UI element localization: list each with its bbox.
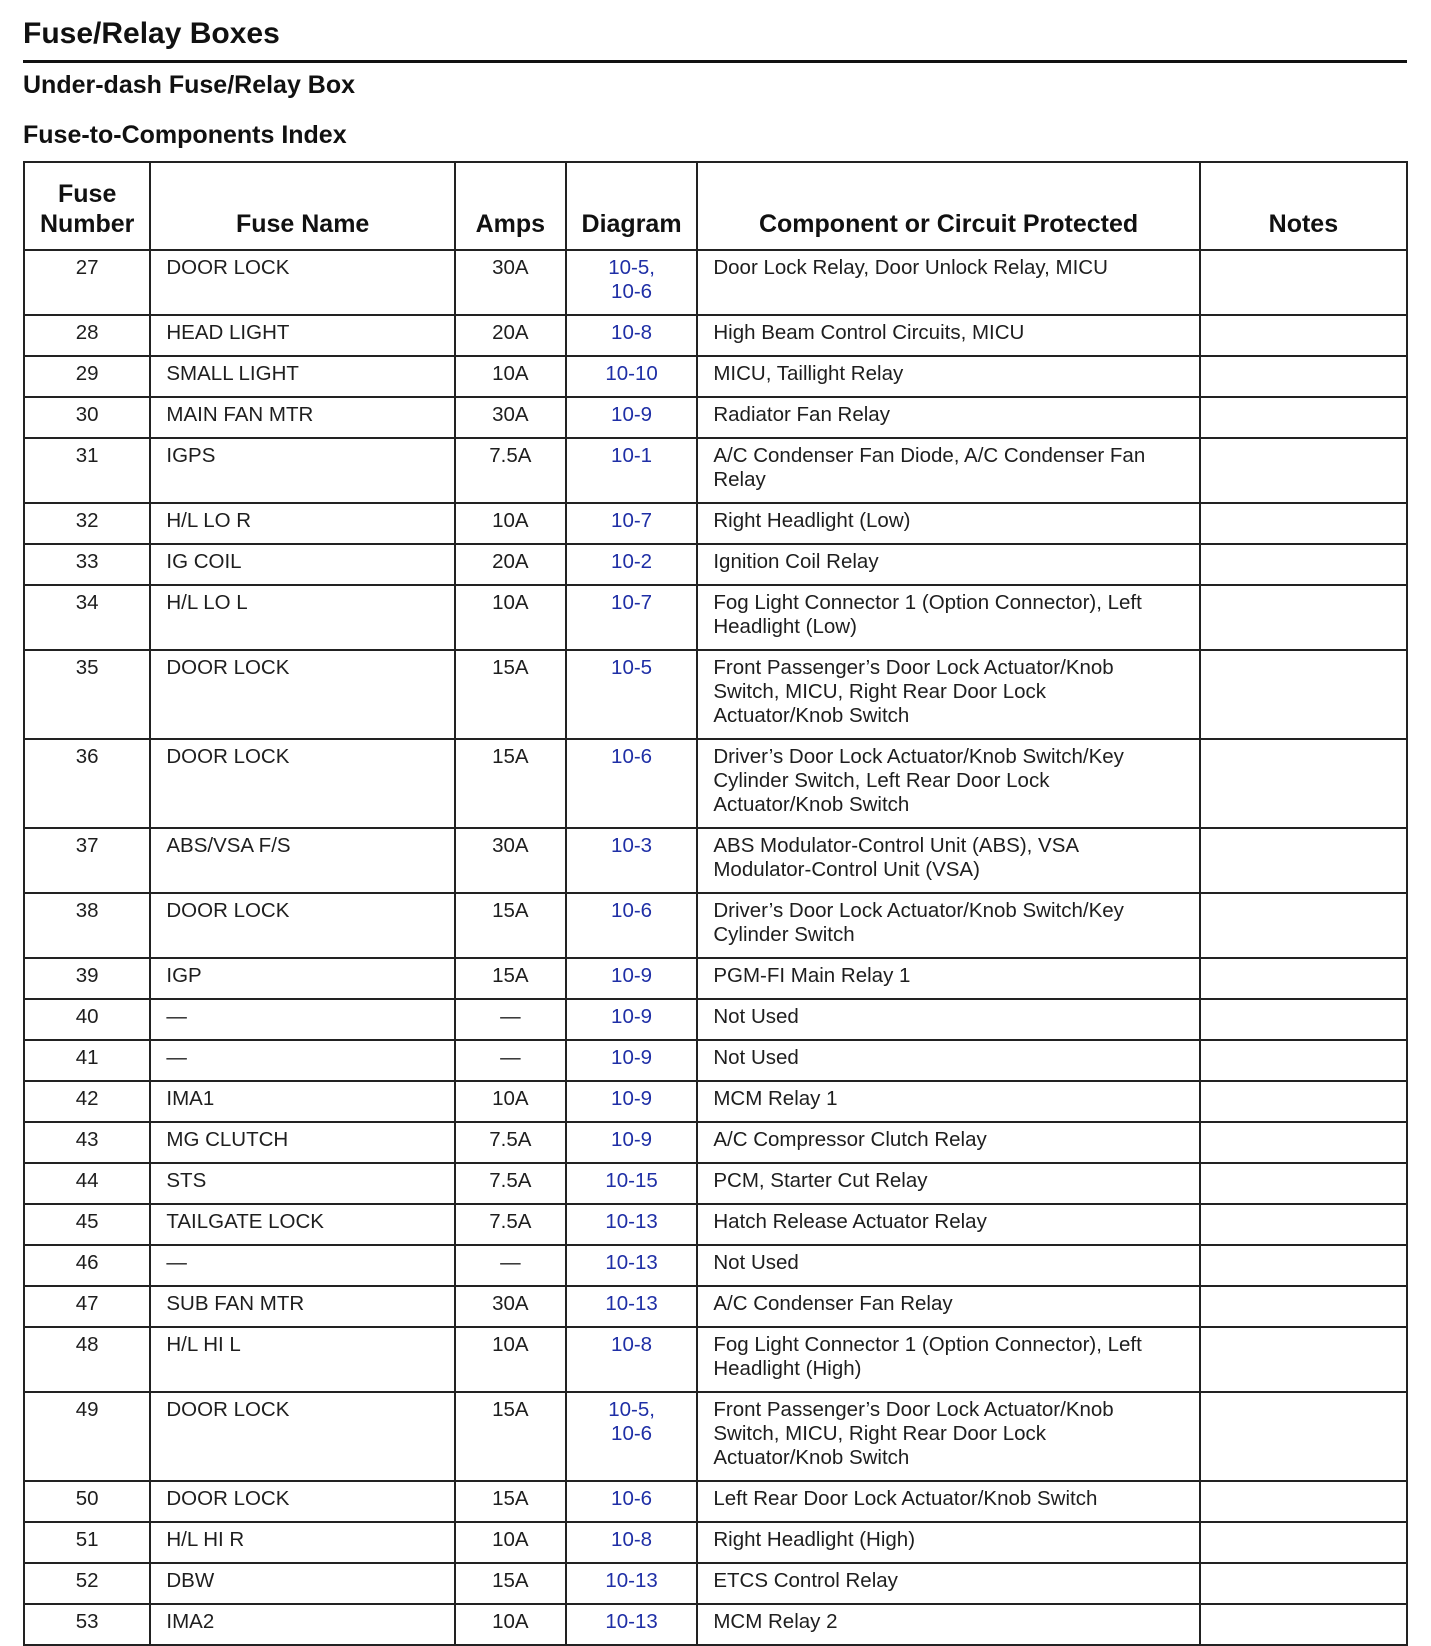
- fuse-name-cell: —: [150, 1245, 455, 1286]
- table-row: [24, 1204, 1407, 1245]
- amps-cell: 30A: [455, 828, 566, 893]
- diagram-link[interactable]: 10-6: [611, 280, 653, 303]
- notes-cell: [1200, 1245, 1407, 1286]
- table-row: [24, 739, 1407, 828]
- component-cell: High Beam Control Circuits, MICU: [697, 315, 1199, 356]
- table-row: [24, 503, 1407, 544]
- fuse-number-cell: 38: [24, 893, 150, 958]
- fuse-name-cell: MAIN FAN MTR: [150, 397, 455, 438]
- diagram-cell: [566, 438, 698, 503]
- amps-cell: —: [455, 1245, 566, 1286]
- fuse-name-cell: STS: [150, 1163, 455, 1204]
- diagram-cell: [566, 1286, 698, 1327]
- diagram-link[interactable]: 10-5,: [608, 1398, 655, 1421]
- table-row: [24, 438, 1407, 503]
- table-row: [24, 1481, 1407, 1522]
- header-fuse-name: Fuse Name: [150, 162, 455, 250]
- diagram-cell: [566, 1122, 698, 1163]
- amps-cell: 20A: [455, 544, 566, 585]
- fuse-name-cell: IGP: [150, 958, 455, 999]
- diagram-cell: [566, 1081, 698, 1122]
- notes-cell: [1200, 1163, 1407, 1204]
- fuse-number-cell: 52: [24, 1563, 150, 1604]
- diagram-link[interactable]: 10-13: [605, 1569, 658, 1592]
- component-cell: MCM Relay 2: [697, 1604, 1199, 1645]
- fuse-name-cell: SMALL LIGHT: [150, 356, 455, 397]
- diagram-link[interactable]: 10-8: [611, 1333, 653, 1356]
- fuse-name-cell: IMA1: [150, 1081, 455, 1122]
- amps-cell: 15A: [455, 650, 566, 739]
- amps-cell: 7.5A: [455, 1204, 566, 1245]
- fuse-name-cell: DBW: [150, 1563, 455, 1604]
- diagram-link[interactable]: 10-7: [611, 509, 653, 532]
- notes-cell: [1200, 544, 1407, 585]
- table-row: [24, 1245, 1407, 1286]
- amps-cell: 15A: [455, 1481, 566, 1522]
- table-row: [24, 1522, 1407, 1563]
- fuse-name-cell: DOOR LOCK: [150, 650, 455, 739]
- diagram-cell: [566, 739, 698, 828]
- diagram-link[interactable]: 10-6: [611, 899, 653, 922]
- diagram-cell: [566, 503, 698, 544]
- notes-cell: [1200, 650, 1407, 739]
- diagram-cell: [566, 958, 698, 999]
- fuse-number-cell: 47: [24, 1286, 150, 1327]
- fuse-name-cell: IGPS: [150, 438, 455, 503]
- notes-cell: [1200, 1204, 1407, 1245]
- fuse-number-cell: 32: [24, 503, 150, 544]
- amps-cell: 30A: [455, 250, 566, 315]
- diagram-cell: [566, 1481, 698, 1522]
- table-row: [24, 250, 1407, 315]
- diagram-link[interactable]: 10-6: [611, 745, 653, 768]
- diagram-link[interactable]: 10-13: [605, 1292, 658, 1315]
- fuse-number-cell: 41: [24, 1040, 150, 1081]
- component-cell: Right Headlight (Low): [697, 503, 1199, 544]
- component-cell: Fog Light Connector 1 (Option Connector), Left Headlight (Low): [697, 585, 1199, 650]
- fuse-number-cell: 48: [24, 1327, 150, 1392]
- table-row: [24, 356, 1407, 397]
- fuse-name-cell: —: [150, 999, 455, 1040]
- fuse-name-cell: DOOR LOCK: [150, 739, 455, 828]
- fuse-number-cell: 45: [24, 1204, 150, 1245]
- diagram-cell: [566, 1163, 698, 1204]
- notes-cell: [1200, 1604, 1407, 1645]
- fuse-name-cell: IG COIL: [150, 544, 455, 585]
- fuse-name-cell: DOOR LOCK: [150, 250, 455, 315]
- fuse-name-cell: H/L LO L: [150, 585, 455, 650]
- component-cell: Front Passenger’s Door Lock Actuator/Knob Switch, MICU, Right Rear Door Lock Actuator/Knob Switch: [697, 1392, 1199, 1481]
- fuse-number-cell: 37: [24, 828, 150, 893]
- notes-cell: [1200, 893, 1407, 958]
- fuse-name-cell: H/L HI L: [150, 1327, 455, 1392]
- diagram-link[interactable]: 10-7: [611, 591, 653, 614]
- fuse-name-cell: TAILGATE LOCK: [150, 1204, 455, 1245]
- fuse-name-cell: MG CLUTCH: [150, 1122, 455, 1163]
- table-row: [24, 999, 1407, 1040]
- amps-cell: 20A: [455, 315, 566, 356]
- amps-cell: 30A: [455, 1286, 566, 1327]
- component-cell: A/C Condenser Fan Relay: [697, 1286, 1199, 1327]
- amps-cell: 15A: [455, 893, 566, 958]
- fuse-name-cell: SUB FAN MTR: [150, 1286, 455, 1327]
- fuse-index-table: [23, 161, 1408, 1646]
- component-cell: Ignition Coil Relay: [697, 544, 1199, 585]
- fuse-name-cell: H/L HI R: [150, 1522, 455, 1563]
- notes-cell: [1200, 1481, 1407, 1522]
- diagram-cell: [566, 356, 698, 397]
- notes-cell: [1200, 739, 1407, 828]
- amps-cell: 15A: [455, 739, 566, 828]
- header-fuse-number-line1: Fuse: [58, 180, 117, 208]
- diagram-link[interactable]: 10-1: [611, 444, 653, 467]
- notes-cell: [1200, 1392, 1407, 1481]
- notes-cell: [1200, 250, 1407, 315]
- diagram-link[interactable]: 10-9: [611, 403, 653, 426]
- amps-cell: 15A: [455, 1392, 566, 1481]
- notes-cell: [1200, 958, 1407, 999]
- diagram-link[interactable]: 10-9: [611, 1046, 653, 1069]
- fuse-name-cell: DOOR LOCK: [150, 1481, 455, 1522]
- notes-cell: [1200, 1122, 1407, 1163]
- component-cell: Fog Light Connector 1 (Option Connector), Left Headlight (High): [697, 1327, 1199, 1392]
- diagram-cell: [566, 1327, 698, 1392]
- diagram-link[interactable]: 10-2: [611, 550, 653, 573]
- diagram-link[interactable]: 10-9: [611, 1087, 653, 1110]
- table-row: [24, 1286, 1407, 1327]
- amps-cell: 10A: [455, 1327, 566, 1392]
- table-row: [24, 1392, 1407, 1481]
- notes-cell: [1200, 397, 1407, 438]
- amps-cell: 7.5A: [455, 1163, 566, 1204]
- fuse-name-cell: IMA2: [150, 1604, 455, 1645]
- fuse-number-cell: 35: [24, 650, 150, 739]
- fuse-number-cell: 43: [24, 1122, 150, 1163]
- notes-cell: [1200, 356, 1407, 397]
- diagram-cell: [566, 315, 698, 356]
- notes-cell: [1200, 1327, 1407, 1392]
- fuse-name-cell: DOOR LOCK: [150, 1392, 455, 1481]
- header-notes: Notes: [1200, 162, 1407, 250]
- fuse-table-body: [24, 250, 1407, 1645]
- notes-cell: [1200, 1081, 1407, 1122]
- page-subtitle: Under-dash Fuse/Relay Box: [23, 71, 356, 99]
- table-row: [24, 1163, 1407, 1204]
- table-row: [24, 1604, 1407, 1645]
- diagram-link[interactable]: 10-8: [611, 1528, 653, 1551]
- diagram-cell: [566, 397, 698, 438]
- header-amps: Amps: [455, 162, 566, 250]
- component-cell: Hatch Release Actuator Relay: [697, 1204, 1199, 1245]
- amps-cell: 7.5A: [455, 1122, 566, 1163]
- table-row: [24, 650, 1407, 739]
- fuse-name-cell: H/L LO R: [150, 503, 455, 544]
- diagram-link[interactable]: 10-6: [611, 1422, 653, 1445]
- header-diagram: Diagram: [566, 162, 698, 250]
- component-cell: ETCS Control Relay: [697, 1563, 1199, 1604]
- component-cell: Not Used: [697, 1040, 1199, 1081]
- notes-cell: [1200, 503, 1407, 544]
- amps-cell: —: [455, 999, 566, 1040]
- amps-cell: 10A: [455, 1522, 566, 1563]
- table-row: [24, 958, 1407, 999]
- component-cell: MICU, Taillight Relay: [697, 356, 1199, 397]
- header-fuse-number-line2: Number: [39, 210, 135, 238]
- component-cell: A/C Condenser Fan Diode, A/C Condenser Fan Relay: [697, 438, 1199, 503]
- fuse-number-cell: 34: [24, 585, 150, 650]
- diagram-cell: [566, 999, 698, 1040]
- diagram-link[interactable]: 10-10: [605, 362, 658, 385]
- table-row: [24, 1563, 1407, 1604]
- fuse-number-cell: 46: [24, 1245, 150, 1286]
- component-cell: Left Rear Door Lock Actuator/Knob Switch: [697, 1481, 1199, 1522]
- diagram-cell: [566, 1563, 698, 1604]
- diagram-link[interactable]: 10-3: [611, 834, 653, 857]
- component-cell: PGM-FI Main Relay 1: [697, 958, 1199, 999]
- amps-cell: 10A: [455, 585, 566, 650]
- fuse-number-cell: 51: [24, 1522, 150, 1563]
- diagram-link[interactable]: 10-13: [605, 1610, 658, 1633]
- amps-cell: 15A: [455, 1563, 566, 1604]
- amps-cell: 10A: [455, 1604, 566, 1645]
- table-row: [24, 1122, 1407, 1163]
- component-cell: Driver’s Door Lock Actuator/Knob Switch/Key Cylinder Switch: [697, 893, 1199, 958]
- diagram-cell: [566, 893, 698, 958]
- diagram-link[interactable]: 10-9: [611, 1005, 653, 1028]
- notes-cell: [1200, 1522, 1407, 1563]
- amps-cell: 10A: [455, 356, 566, 397]
- diagram-cell: [566, 1522, 698, 1563]
- diagram-cell: [566, 1392, 698, 1481]
- fuse-number-cell: 40: [24, 999, 150, 1040]
- notes-cell: [1200, 828, 1407, 893]
- diagram-cell: [566, 250, 698, 315]
- component-cell: Front Passenger’s Door Lock Actuator/Knob Switch, MICU, Right Rear Door Lock Actuator/Knob Switch: [697, 650, 1199, 739]
- component-cell: Door Lock Relay, Door Unlock Relay, MICU: [697, 250, 1199, 315]
- fuse-number-cell: 39: [24, 958, 150, 999]
- notes-cell: [1200, 999, 1407, 1040]
- table-header-row: [24, 162, 1407, 250]
- fuse-number-cell: 36: [24, 739, 150, 828]
- component-cell: A/C Compressor Clutch Relay: [697, 1122, 1199, 1163]
- fuse-number-cell: 31: [24, 438, 150, 503]
- table-row: [24, 1040, 1407, 1081]
- fuse-number-cell: 42: [24, 1081, 150, 1122]
- fuse-name-cell: —: [150, 1040, 455, 1081]
- diagram-link[interactable]: 10-8: [611, 321, 653, 344]
- diagram-link[interactable]: 10-6: [611, 1487, 653, 1510]
- diagram-cell: [566, 1245, 698, 1286]
- table-row: [24, 544, 1407, 585]
- fuse-name-cell: ABS/VSA F/S: [150, 828, 455, 893]
- notes-cell: [1200, 1563, 1407, 1604]
- table-row: [24, 1081, 1407, 1122]
- amps-cell: 30A: [455, 397, 566, 438]
- amps-cell: —: [455, 1040, 566, 1081]
- amps-cell: 7.5A: [455, 438, 566, 503]
- table-row: [24, 828, 1407, 893]
- fuse-number-cell: 53: [24, 1604, 150, 1645]
- notes-cell: [1200, 1040, 1407, 1081]
- fuse-number-cell: 33: [24, 544, 150, 585]
- fuse-number-cell: 30: [24, 397, 150, 438]
- amps-cell: 10A: [455, 503, 566, 544]
- diagram-cell: [566, 828, 698, 893]
- diagram-link[interactable]: 10-9: [611, 964, 653, 987]
- notes-cell: [1200, 315, 1407, 356]
- diagram-link[interactable]: 10-5,: [608, 256, 655, 279]
- section-title: Fuse-to-Components Index: [23, 121, 347, 149]
- diagram-link[interactable]: 10-13: [605, 1210, 658, 1233]
- diagram-cell: [566, 1204, 698, 1245]
- diagram-cell: [566, 1040, 698, 1081]
- diagram-cell: [566, 544, 698, 585]
- notes-cell: [1200, 1286, 1407, 1327]
- component-cell: ABS Modulator-Control Unit (ABS), VSA Modulator-Control Unit (VSA): [697, 828, 1199, 893]
- fuse-name-cell: DOOR LOCK: [150, 893, 455, 958]
- table-row: [24, 893, 1407, 958]
- diagram-link[interactable]: 10-15: [605, 1169, 658, 1192]
- diagram-link[interactable]: 10-5: [611, 656, 653, 679]
- table-row: [24, 315, 1407, 356]
- diagram-link[interactable]: 10-13: [605, 1251, 658, 1274]
- notes-cell: [1200, 585, 1407, 650]
- table-row: [24, 397, 1407, 438]
- fuse-number-cell: 50: [24, 1481, 150, 1522]
- fuse-number-cell: 49: [24, 1392, 150, 1481]
- component-cell: PCM, Starter Cut Relay: [697, 1163, 1199, 1204]
- diagram-cell: [566, 1604, 698, 1645]
- component-cell: Not Used: [697, 1245, 1199, 1286]
- fuse-number-cell: 27: [24, 250, 150, 315]
- table-row: [24, 585, 1407, 650]
- diagram-link[interactable]: 10-9: [611, 1128, 653, 1151]
- component-cell: MCM Relay 1: [697, 1081, 1199, 1122]
- fuse-name-cell: HEAD LIGHT: [150, 315, 455, 356]
- component-cell: Driver’s Door Lock Actuator/Knob Switch/Key Cylinder Switch, Left Rear Door Lock Actuator/Knob Switch: [697, 739, 1199, 828]
- component-cell: Radiator Fan Relay: [697, 397, 1199, 438]
- component-cell: Not Used: [697, 999, 1199, 1040]
- page-title: Fuse/Relay Boxes: [23, 17, 280, 50]
- table-row: [24, 1327, 1407, 1392]
- fuse-number-cell: 29: [24, 356, 150, 397]
- fuse-number-cell: 28: [24, 315, 150, 356]
- title-divider: [23, 60, 1407, 63]
- amps-cell: 10A: [455, 1081, 566, 1122]
- component-cell: Right Headlight (High): [697, 1522, 1199, 1563]
- header-component: Component or Circuit Protected: [697, 162, 1199, 250]
- diagram-cell: [566, 650, 698, 739]
- notes-cell: [1200, 438, 1407, 503]
- diagram-cell: [566, 585, 698, 650]
- fuse-number-cell: 44: [24, 1163, 150, 1204]
- amps-cell: 15A: [455, 958, 566, 999]
- header-fuse-number: [24, 162, 150, 250]
